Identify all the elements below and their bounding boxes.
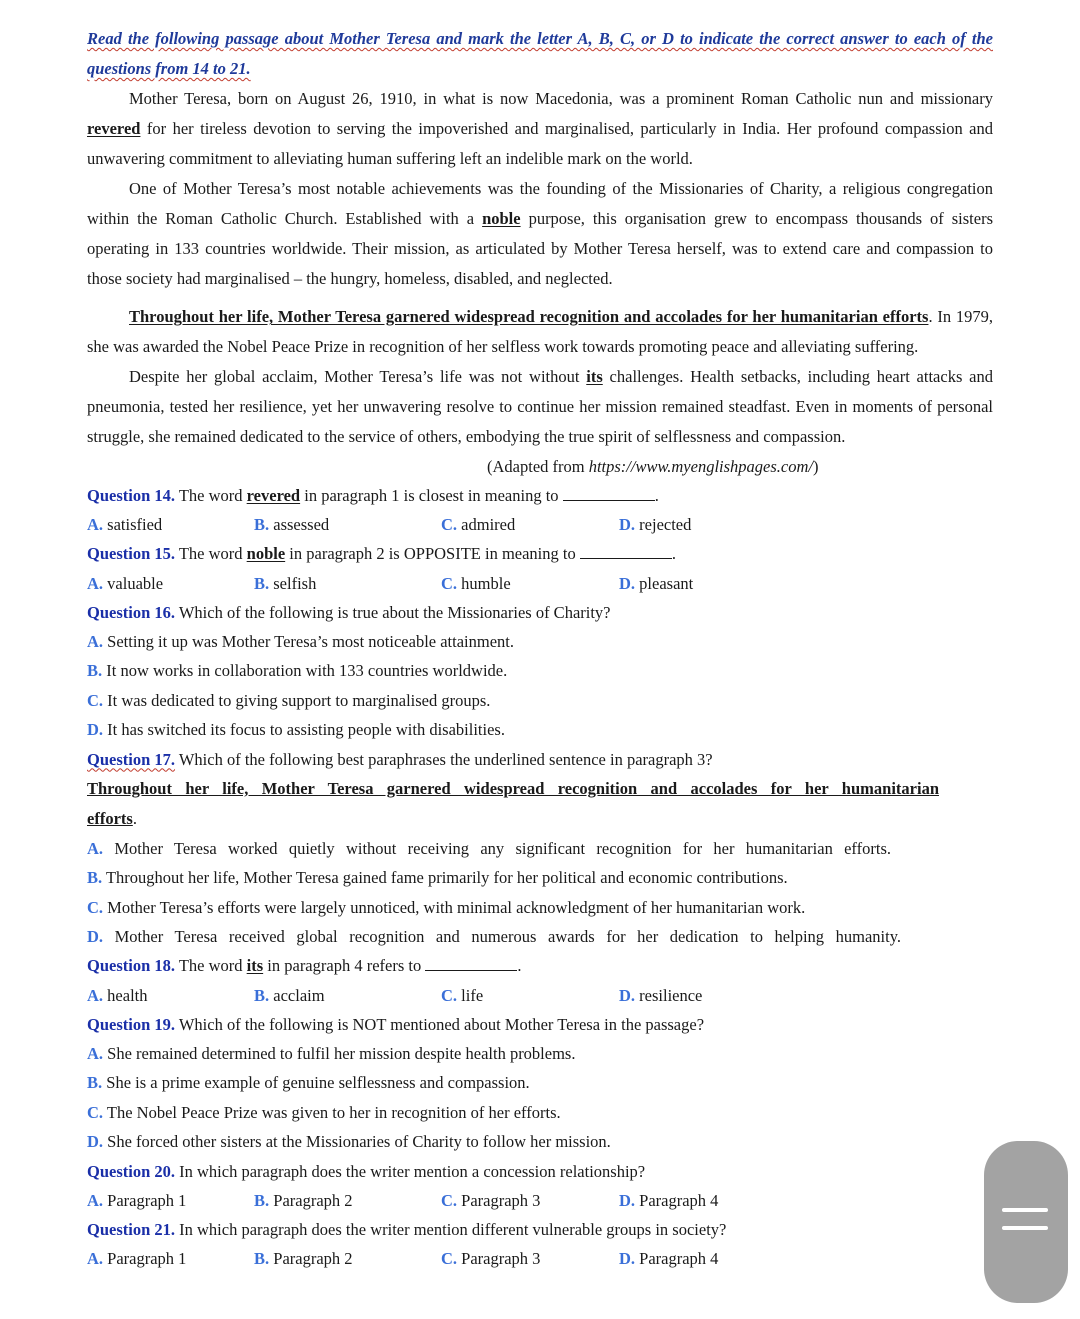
instruction: Read the following passage about Mother Teresa and mark the letter A, B, C, or D to indicate the correct answer to each of the questions from 14 to 21. xyxy=(87,29,993,78)
question-15-options xyxy=(87,569,993,598)
option-c[interactable]: C. The Nobel Peace Prize was given to her in recognition of her efforts. xyxy=(87,1102,561,1122)
option-b[interactable]: B. selfish xyxy=(254,573,317,593)
keyword-noble: noble xyxy=(482,209,521,228)
answer-blank xyxy=(425,956,517,971)
option-d[interactable]: D. pleasant xyxy=(619,573,694,593)
option-d[interactable]: D. It has switched its focus to assisting people with disabilities. xyxy=(87,720,505,740)
keyword-revered: revered xyxy=(87,119,141,138)
option-b[interactable]: B. It now works in collaboration with 133 countries worldwide. xyxy=(87,661,508,681)
question-18: Question 18. The word its in paragraph 4 refers to . xyxy=(87,956,522,976)
option-a[interactable]: A. Mother Teresa worked quietly without receiving any significant recognition for her humanitarian efforts. xyxy=(87,838,892,858)
option-c[interactable]: C. admired xyxy=(441,515,516,535)
answer-blank xyxy=(563,486,655,501)
question-14-options xyxy=(87,510,993,539)
underlined-sentence: Throughout her life, Mother Teresa garnered widespread recognition and accolades for her humanitarian efforts xyxy=(129,307,929,326)
question-20-options xyxy=(87,1186,993,1215)
option-b[interactable]: B. Paragraph 2 xyxy=(254,1190,353,1210)
question-21-options xyxy=(87,1244,993,1273)
option-b[interactable]: B. Throughout her life, Mother Teresa gained fame primarily for her political and economic contributions. xyxy=(87,868,788,888)
option-a[interactable]: A. valuable xyxy=(87,573,164,593)
question-19: Question 19. Which of the following is NOT mentioned about Mother Teresa in the passage? xyxy=(87,1014,705,1034)
option-d[interactable]: D. rejected xyxy=(619,515,692,535)
option-a[interactable]: A. Paragraph 1 xyxy=(87,1249,187,1269)
quoted-sentence-line-2: efforts. xyxy=(87,808,137,828)
source-citation: (Adapted from https://www.myenglishpages.com/) xyxy=(487,457,819,476)
question-21: Question 21. In which paragraph does the writer mention different vulnerable groups in society? xyxy=(87,1220,727,1240)
option-c[interactable]: C. life xyxy=(441,985,484,1005)
answer-blank xyxy=(580,544,672,559)
option-a[interactable]: A. satisfied xyxy=(87,515,163,535)
option-b[interactable]: B. She is a prime example of genuine selflessness and compassion. xyxy=(87,1073,530,1093)
option-b[interactable]: B. assessed xyxy=(254,515,330,535)
question-16: Question 16. Which of the following is true about the Missionaries of Charity? xyxy=(87,602,611,622)
question-18-options xyxy=(87,981,993,1010)
option-d[interactable]: D. Paragraph 4 xyxy=(619,1190,719,1210)
question-14: Question 14. The word revered in paragraph 1 is closest in meaning to . xyxy=(87,486,659,505)
option-d[interactable]: D. She forced other sisters at the Missionaries of Charity to follow her mission. xyxy=(87,1132,611,1152)
option-b[interactable]: B. Paragraph 2 xyxy=(254,1249,353,1269)
option-c[interactable]: C. Mother Teresa’s efforts were largely unnoticed, with minimal acknowledgment of her humanitarian work. xyxy=(87,897,806,917)
option-c[interactable]: C. humble xyxy=(441,573,511,593)
document-page xyxy=(87,24,993,1273)
option-b[interactable]: B. acclaim xyxy=(254,985,325,1005)
passage-paragraph-3: Throughout her life, Mother Teresa garnered widespread recognition and accolades for her humanitarian efforts. In 1979, she was awarded the Nobel Peace Prize in recognition of her selfless work towards promoting peace and alleviating suffering. xyxy=(87,307,994,356)
passage-paragraph-2: One of Mother Teresa’s most notable achievements was the founding of the Missionaries of Charity, a religious congregation within the Roman Catholic Church. Established with a noble purpose, this organisation grew to encompass thousands of sisters operating in 133 countries worldwide. Their mission, as articulated by Mother Teresa herself, was to extend care and compassion to those society had marginalised – the hungry, homeless, disabled, and neglected. xyxy=(87,179,993,288)
question-15: Question 15. The word noble in paragraph 2 is OPPOSITE in meaning to . xyxy=(87,544,676,564)
passage-paragraph-1: Mother Teresa, born on August 26, 1910, in what is now Macedonia, was a prominent Roman Catholic nun and missionary revered for her tireless devotion to serving the impoverished and marginalised, particularly in India. Her profound compassion and unwavering commitment to alleviating human suffering left an indelible mark on the world. xyxy=(87,89,993,168)
option-d[interactable]: D. resilience xyxy=(619,985,703,1005)
option-c[interactable]: C. Paragraph 3 xyxy=(441,1190,541,1210)
passage-paragraph-4: Despite her global acclaim, Mother Teresa’s life was not without its challenges. Health setbacks, including heart attacks and pneumonia, tested her resilience, yet her unwavering resolve to continue her mission remained steadfast. Even in moments of personal struggle, she remained dedicated to the service of others, embodying the true spirit of selflessness and compassion. xyxy=(87,367,993,446)
option-a[interactable]: A. Setting it up was Mother Teresa’s most noticeable attainment. xyxy=(87,631,514,651)
option-a[interactable]: A. Paragraph 1 xyxy=(87,1190,187,1210)
question-20: Question 20. In which paragraph does the writer mention a concession relationship? xyxy=(87,1161,646,1181)
option-d[interactable]: D. Paragraph 4 xyxy=(619,1249,719,1269)
quoted-sentence-line-1: Throughout her life, Mother Teresa garnered widespread recognition and accolades for her humanitarian xyxy=(87,778,939,798)
option-d[interactable]: D. Mother Teresa received global recognition and numerous awards for her dedication to helping humanity. xyxy=(87,927,901,947)
question-17: Question 17. Which of the following best paraphrases the underlined sentence in paragraph 3? xyxy=(87,749,713,769)
option-c[interactable]: C. It was dedicated to giving support to marginalised groups. xyxy=(87,690,491,710)
drag-handle-icon[interactable] xyxy=(984,1141,1068,1303)
option-a[interactable]: A. health xyxy=(87,985,148,1005)
option-a[interactable]: A. She remained determined to fulfil her mission despite health problems. xyxy=(87,1044,576,1064)
option-c[interactable]: C. Paragraph 3 xyxy=(441,1249,541,1269)
source-link[interactable]: https://www.myenglishpages.com/ xyxy=(588,457,813,476)
keyword-its: its xyxy=(586,367,603,386)
